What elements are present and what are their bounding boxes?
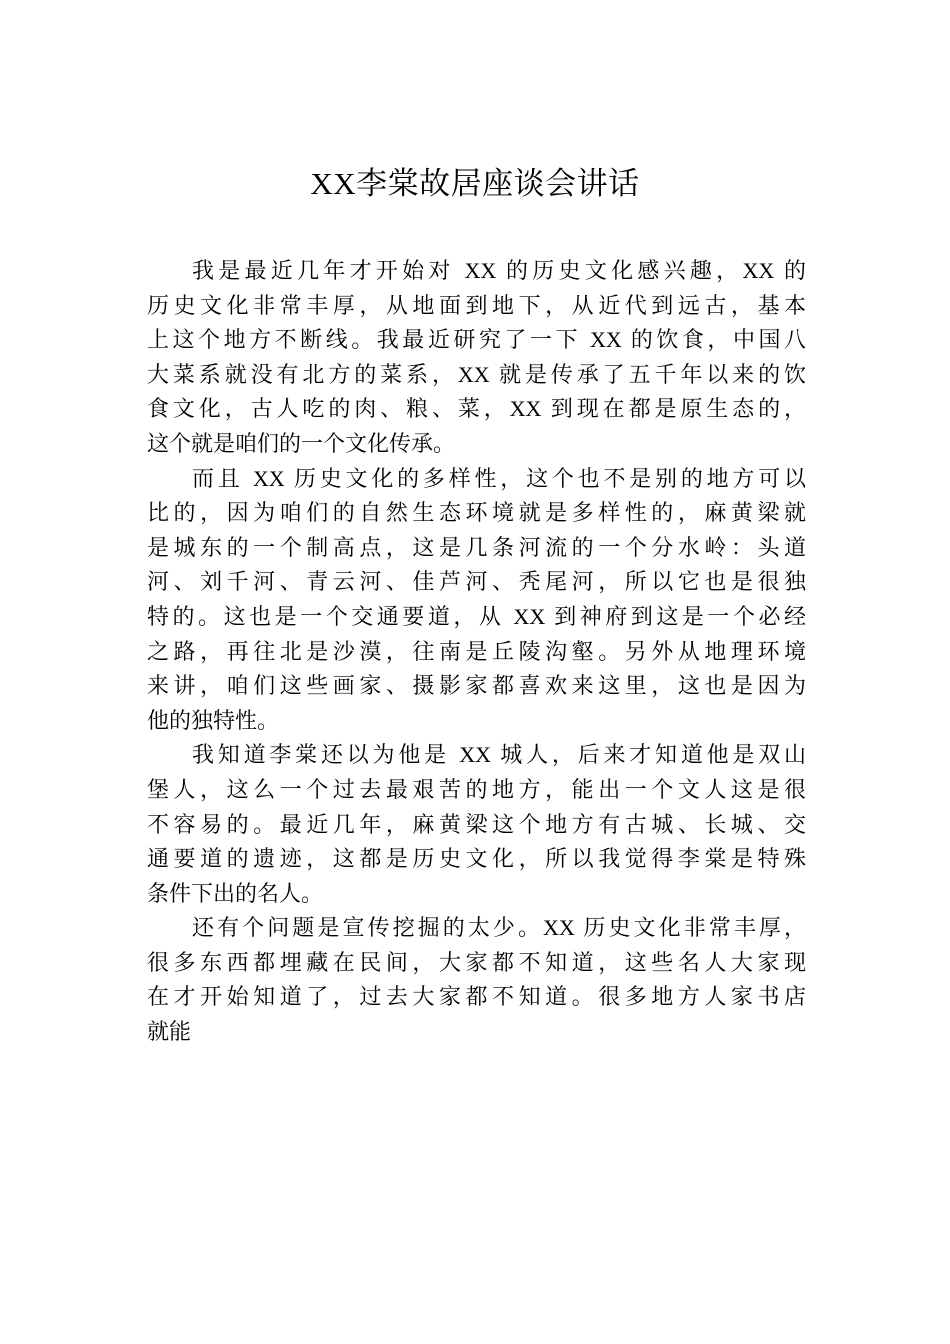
text-line: 特的。这也是一个交通要道，从 XX 到神府到这是一个必经 (147, 603, 806, 629)
text-line: 比的，因为咱们的自然生态环境就是多样性的，麻黄梁就 (147, 500, 806, 526)
text-line: 不容易的。最近几年，麻黄梁这个地方有古城、长城、交 (147, 811, 806, 837)
text-line: 大菜系就没有北方的菜系，XX 就是传承了五千年以来的饮 (147, 361, 806, 387)
text-line: 很多东西都埋藏在民间，大家都不知道，这些名人大家现 (147, 949, 806, 975)
text-line: 我知道李棠还以为他是 XX 城人，后来才知道他是双山 (192, 742, 806, 768)
document-title: XX李棠故居座谈会讲话 (310, 166, 640, 201)
paragraph (147, 462, 806, 739)
text-line: 食文化，古人吃的肉、粮、菜，XX 到现在都是原生态的， (147, 396, 806, 422)
text-line: 历史文化非常丰厚，从地面到地下，从近代到远古，基本 (147, 292, 806, 318)
document-body (147, 254, 806, 1050)
text-line: 还有个问题是宣传挖掘的太少。XX 历史文化非常丰厚， (192, 915, 806, 941)
text-line: 通要道的遗迹，这都是历史文化，所以我觉得李棠是特殊 (147, 846, 806, 872)
text-line: 而且 XX 历史文化的多样性，这个也不是别的地方可以 (192, 465, 806, 491)
paragraph (147, 254, 806, 462)
text-line: 就能 (147, 1019, 192, 1045)
text-line: 河、刘千河、青云河、佳芦河、秃尾河，所以它也是很独 (147, 569, 806, 595)
paragraph (147, 738, 806, 911)
text-line: 条件下出的名人。 (147, 880, 324, 906)
text-line: 在才开始知道了，过去大家都不知道。很多地方人家书店 (147, 984, 806, 1010)
text-line: 我是最近几年才开始对 XX 的历史文化感兴趣，XX 的 (192, 258, 806, 283)
text-line: 这个就是咱们的一个文化传承。 (147, 430, 456, 456)
text-line: 之路，再往北是沙漠，往南是丘陵沟壑。另外从地理环境 (147, 638, 806, 664)
paragraph (147, 911, 806, 1049)
text-line: 上这个地方不断线。我最近研究了一下 XX 的饮食，中国八 (147, 327, 806, 353)
text-line: 堡人，这么一个过去最艰苦的地方，能出一个文人这是很 (147, 776, 806, 802)
text-line: 来讲，咱们这些画家、摄影家都喜欢来这里，这也是因为 (147, 673, 806, 699)
text-line: 他的独特性。 (147, 707, 280, 733)
text-line: 是城东的一个制高点，这是几条河流的一个分水岭：头道 (147, 534, 806, 560)
